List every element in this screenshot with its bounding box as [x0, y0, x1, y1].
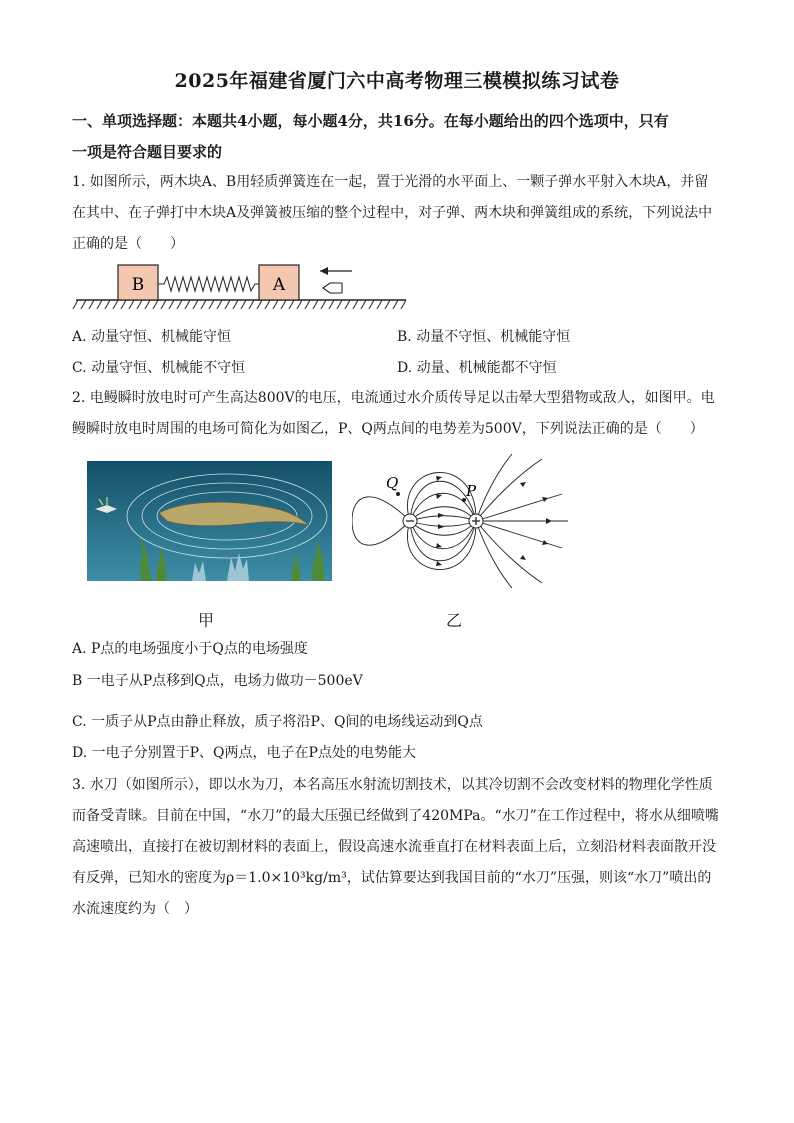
figure-caption-right: 乙	[446, 611, 463, 630]
question-2-option-d[interactable]: D. 一电子分别置于P、Q两点，电子在P点处的电势能大	[72, 745, 416, 761]
page-title: 2025年福建省厦门六中高考物理三模模拟练习试卷	[174, 70, 620, 92]
question-1-line-2: 在其中、在子弹打中木块A及弹簧被压缩的整个过程中，对子弹、两木块和弹簧组成的系统，下列说法中	[72, 205, 713, 221]
point-p-label: P	[466, 482, 477, 500]
bullet	[323, 283, 342, 293]
question-1-figure	[72, 262, 412, 314]
question-2-option-a[interactable]: A. P点的电场强度小于Q点的电场强度	[72, 641, 308, 657]
question-3-line-5: 水流速度约为（ ）	[72, 901, 198, 917]
ground-hatching	[73, 300, 406, 309]
question-2-option-b[interactable]: B 一电子从P点移到Q点，电场力做功－500eV	[72, 673, 363, 689]
block-b-label: B	[131, 275, 145, 295]
question-3-line-4: 有反弹，已知水的密度为ρ＝1.0×10³kg/m³，试估算要达到我国目前的“水刀”压强，则该“水刀”喷出的	[72, 870, 712, 886]
question-3-line-3: 高速喷出，直接打在被切割材料的表面上，假设高速水流垂直打在材料表面上后，立刻沿材料表面散开没	[72, 839, 716, 855]
spring	[158, 277, 259, 291]
point-q-label: Q	[386, 474, 399, 492]
electric-field-diagram	[352, 454, 574, 588]
question-1-option-b[interactable]: B. 动量不守恒、机械能守恒	[397, 329, 571, 345]
block-a-label: A	[272, 275, 286, 295]
question-1-line-3: 正确的是（ ）	[72, 236, 184, 252]
question-1-option-c[interactable]: C. 动量守恒、机械能不守恒	[72, 360, 246, 376]
question-3-line-2: 而备受青睐。目前在中国，“水刀”的最大压强已经做到了420MPa。“水刀”在工作过程中，将水从细喷嘴	[72, 808, 719, 824]
question-1-line-1: 1. 如图所示，两木块A、B用轻质弹簧连在一起，置于光滑的水平面上、一颗子弹水平射入木块A，并留	[72, 174, 709, 190]
figure-caption-left: 甲	[198, 611, 215, 630]
field-lines	[352, 454, 568, 588]
question-1-option-a[interactable]: A. 动量守恒、机械能守恒	[72, 329, 232, 345]
question-2-line-2: 鳗瞬时放电时周围的电场可简化为如图乙，P、Q两点间的电势差为500V，下列说法正确的是（ ）	[72, 421, 704, 437]
section-heading-line-1: 一、单项选择题：本题共4小题，每小题4分，共16分。在每小题给出的四个选项中，只有	[72, 112, 669, 130]
question-3-line-1: 3. 水刀（如图所示），即以水为刀，本名高压水射流切割技术，以其冷切割不会改变材料的物理化学性质	[72, 777, 713, 793]
question-2-option-c[interactable]: C. 一质子从P点由静止释放，质子将沿P、Q间的电场线运动到Q点	[72, 714, 483, 730]
section-heading	[72, 106, 726, 168]
question-2-line-1: 2. 电鳗瞬时放电时可产生高达800V的电压，电流通过水介质传导足以击晕大型猎物或敌人，如图甲。电	[72, 390, 715, 406]
question-2-stem	[72, 383, 726, 445]
section-heading-line-2: 一项是符合题目要求的	[72, 143, 223, 161]
question-3-stem	[72, 770, 726, 925]
velocity-arrow	[320, 267, 352, 275]
eel-photo	[87, 461, 332, 581]
question-1-stem	[72, 167, 726, 260]
point-q	[396, 492, 400, 496]
question-1-option-d[interactable]: D. 动量、机械能都不守恒	[397, 360, 557, 376]
